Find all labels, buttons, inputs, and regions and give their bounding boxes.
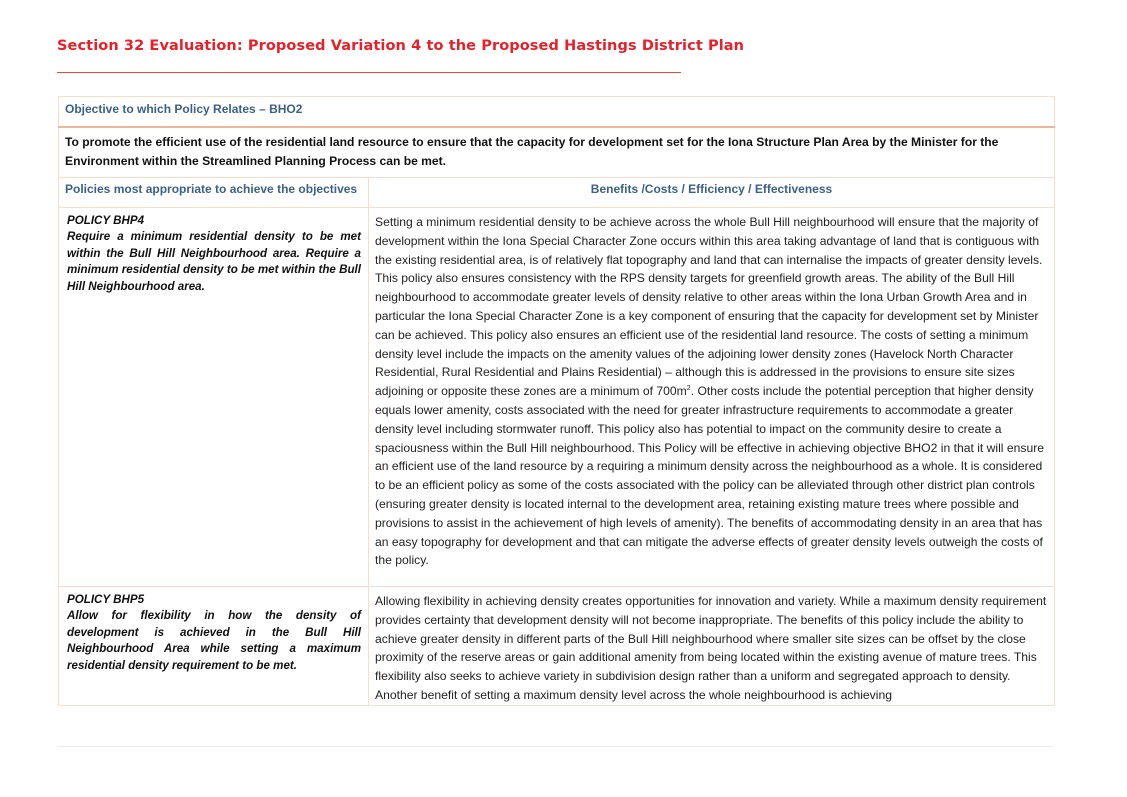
column-header-policies: Policies most appropriate to achieve the objectives [59,178,369,208]
objective-text-row [59,127,1055,178]
evaluation-text-part1: Allowing flexibility in achieving density creates opportunities for innovation and variety. While a maximum density requirement provides certainty that development density will not become inappropriate. The benefits of this policy include the ability to achieve greater density in different parts of the Bull Hill neighbourhood where smaller site sizes can be offset by the close proximity of the reserve areas or gain additional amenity from being located within the existing avenue of mature trees. This flexibility also seeks to achieve variety in subdivision design rather than a uniform and segregated approach to density. Another benefit of setting a maximum density level across the whole neighbourhood is achieving [375,594,1047,702]
title-underline [57,72,681,73]
evaluation-text-part2: . Other costs include the potential perception that higher density equals lower amenity, costs associated with the need for greater infrastructure requirements to accommodate a greater density level including stormwater runoff. This policy also has potential to impact on the community desire to create a spaciousness within the Bull Hill neighbourhood. This Policy will be effective in achieving objective BHO2 in that it will ensure an efficient use of the land resource by a requiring a minimum density across the neighbourhood as a whole. It is considered to be an efficient policy as some of the costs associated with the policy can be alleviated through other district plan controls (ensuring greater density is located internal to the development area, retaining existing mature trees where possible and provisions to assist in the achievement of high levels of amenity). The benefits of accommodating density in an area that has an easy topography for development and that can mitigate the adverse effects of greater density levels outweigh the costs of the policy. [375,384,1044,568]
evaluation-text-part1: Setting a minimum residential density to be achieve across the whole Bull Hill neighbourhood will ensure that the majority of development within the Iona Special Character Zone occurs within this area taking advantage of land that is contiguous with the existing residential area, is of relatively flat topography and land that can internalise the impacts of greater density levels. This policy also ensures consistency with the RPS density targets for greenfield growth areas. The ability of the Bull Hill neighbourhood to accommodate greater levels of density relative to other areas within the Iona Urban Growth Area and in particular the Iona Special Character Zone is a key component of ensuring that the capacity for development set by Minister can be achieved. This policy also ensures an efficient use of the residential land resource. The costs of setting a minimum density level include the impacts on the amenity values of the adjoining lower density zones (Havelock North Character Residential, Rural Residential and Plains Residential) – although this is addressed in the provisions to ensure site sizes adjoining or opposite these zones are a minimum of 700m [375,215,1043,399]
policy-name: POLICY BHP5 [67,593,145,606]
superscript-squared: 2 [686,385,691,393]
policy-cell-bhp4 [59,208,369,587]
policy-description: Require a minimum residential density to be met within the Bull Hill Neighbourhood area. Require a minimum residential density to be met within the Bull Hill Neighbourhood area. [67,230,361,293]
page-footer-rule [57,746,1053,747]
column-headers-row [59,178,1055,208]
evaluation-cell-bhp5 [369,587,1055,706]
section32-evaluation-table [58,96,1055,706]
evaluation-cell-bhp4 [369,208,1055,587]
policy-description: Allow for flexibility in how the density of development is achieved in the Bull Hill Neighbourhood Area while setting a maximum residential density requirement to be met. [67,609,361,672]
policy-name: POLICY BHP4 [67,214,145,227]
policy-cell-bhp5 [59,587,369,706]
objective-text: To promote the efficient use of the residential land resource to ensure that the capacity for development set for the Iona Structure Plan Area by the Minister for the Environment within the Streamlined Planning Process can be met. [59,127,1055,178]
column-header-benefits: Benefits /Costs / Efficiency / Effectiveness [369,178,1055,208]
objective-label: Objective to which Policy Relates – BHO2 [59,97,1055,127]
document-title: Section 32 Evaluation: Proposed Variation 4 to the Proposed Hastings District Plan [57,38,745,54]
objective-label-row [59,97,1055,127]
table-row [59,208,1055,587]
table-row [59,587,1055,706]
